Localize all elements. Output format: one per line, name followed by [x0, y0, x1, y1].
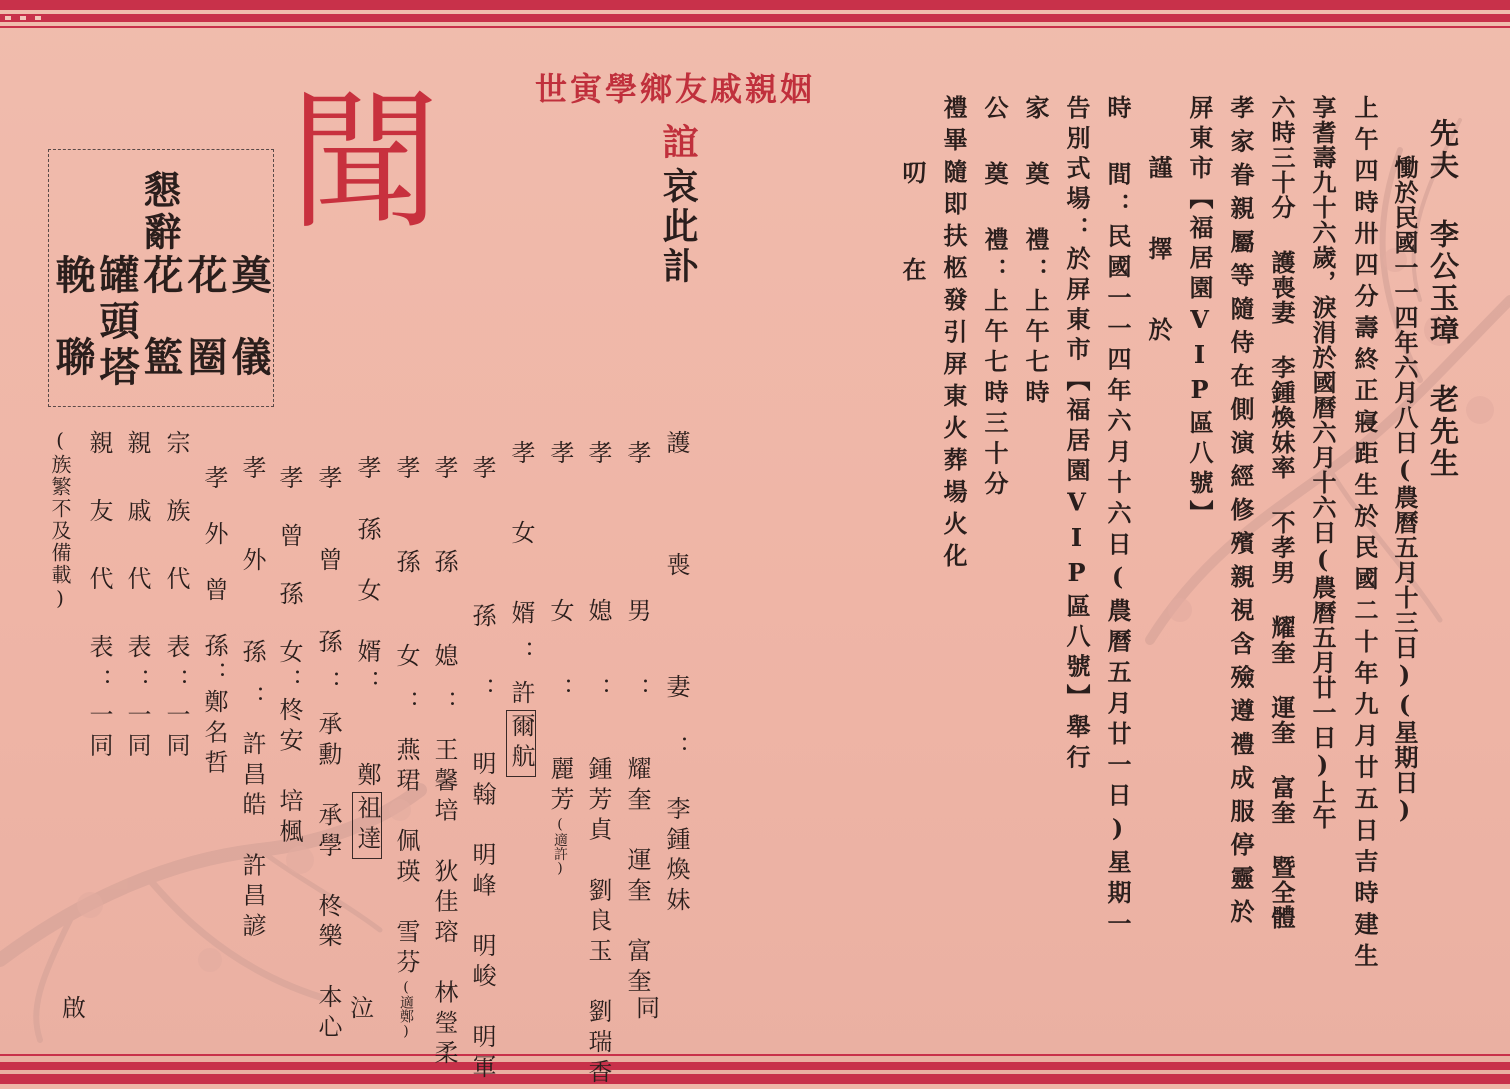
role-label: 孝 外 曾 孫：: [200, 465, 228, 689]
role-label: 孝 男：: [623, 440, 651, 756]
notice-line-10: 告別式場：於屏東市【福居園VIP區八號】舉行: [1062, 95, 1091, 775]
notice-line-3: 上午四時卅四分壽終正寢距生於民國二十年九月廿五日吉時建生: [1350, 95, 1379, 975]
boxed-name: 爾航: [506, 710, 536, 777]
family-xiao-zengsunnv: [277, 465, 301, 849]
names: 一同: [123, 702, 151, 763]
names: 李鍾煥妹: [662, 796, 690, 918]
role-label: 孝 孫 媳：: [430, 455, 458, 737]
bottom-border: [0, 1050, 1510, 1084]
role-label: 孝 曾 孫 女：: [275, 465, 303, 697]
wen-seal-character: 聞: [290, 76, 441, 250]
decline-intro: 懇辭: [137, 170, 182, 254]
top-border: [0, 0, 1510, 34]
footer-qi: 泣: [350, 994, 374, 1022]
names: 王馨培 狄佳瑢 林瑩柔: [430, 737, 458, 1071]
family-zongzu: [164, 430, 188, 763]
names: 麗芳: [546, 756, 574, 817]
family-qinqi: [125, 430, 149, 763]
names: 一同: [162, 702, 190, 763]
family-xiao-waisun: [240, 455, 264, 943]
decline-item-huaquan: 花圈: [181, 254, 228, 418]
names: 承勳 承學 柊樂 本心: [314, 711, 342, 1045]
married-note: (適許): [552, 816, 568, 877]
family-xiao-sunnv: [394, 455, 418, 1039]
notice-line-2: 慟於民國一一四年六月八日(農曆五月十三日)(星期日): [1390, 155, 1419, 825]
role-label: 孝 孫 女：: [392, 455, 420, 737]
family-xiao-sunxi: [432, 455, 456, 1070]
footer-qi2: 啟: [62, 994, 86, 1022]
names: 鍾芳貞 劉良玉 劉瑞香: [584, 756, 612, 1089]
notice-line-5: 六時三十分 護喪妻 李鍾煥妹率 不孝男 耀奎 運奎 富奎 暨全體: [1267, 95, 1296, 930]
notice-line-14: 叨 在: [898, 160, 927, 303]
names: 許昌皓 許昌諺: [238, 731, 266, 944]
role-label: 孝 媳：: [584, 440, 612, 756]
decline-item-hualan: 花籃: [137, 254, 184, 418]
family-xiao-nan: [625, 440, 649, 998]
family-xiao-waizengsun: [202, 465, 226, 780]
decline-item-wanlian: 輓聯: [49, 254, 96, 418]
role-label: 孝 外 孫：: [238, 455, 266, 731]
married-note: (適鄭): [398, 979, 414, 1040]
family-note: (族繁不及備載): [48, 428, 72, 612]
notice-line-12: 公 奠 禮：上午七時三十分: [980, 95, 1009, 502]
notice-line-1: 先夫 李公玉璋 老先生: [1426, 118, 1460, 480]
footer-tong: 同: [636, 994, 660, 1022]
decline-item-dianyi: 奠儀: [225, 254, 272, 418]
role-label: 孝 女 婿：: [507, 440, 535, 680]
role-label: 宗 族 代 表：: [162, 430, 190, 702]
role-label: 護 喪 妻：: [662, 430, 690, 796]
role-label: 孝 曾 孫：: [314, 465, 342, 711]
family-xiao-xi: [586, 440, 610, 1089]
family-xiao-sunnvxu: [355, 455, 379, 700]
role-label: 孝 女：: [546, 440, 574, 756]
family-hsang-qi: [664, 430, 688, 917]
names: 柊安 培楓: [275, 697, 303, 849]
relations-header: 世寅學鄉友戚親姻: [535, 70, 816, 108]
names: 鄭: [353, 762, 381, 793]
family-xiao-sun: [470, 455, 494, 1084]
role-label: 親 友 代 表：: [85, 430, 113, 702]
role-label: 親 戚 代 表：: [123, 430, 151, 702]
notice-line-6: 孝家眷親屬等隨侍在側演經修殯親視含殮遵禮成服停靈於: [1226, 95, 1255, 933]
role-label: 孝 孫 女 婿：: [353, 455, 381, 700]
family-xiao-sunnvxu-name: [355, 762, 379, 859]
notice-line-9: 時 間：民國一一四年六月十六日(農曆五月廿一日)星期一: [1103, 95, 1132, 942]
names: 一同: [85, 702, 113, 763]
names: 燕珺 佩瑛 雪芬: [392, 737, 420, 980]
notice-line-7: 屏東市【福居園VIP區八號】: [1185, 95, 1214, 530]
closing-ai-ci-fu: 哀此訃: [657, 167, 699, 287]
closing-yi: 誼: [657, 123, 699, 159]
role-label: 孝 孫：: [468, 455, 496, 751]
notice-line-13: 禮畢隨即扶柩發引屏東火葬場火化: [939, 95, 968, 575]
decline-item-guantouta: 罐頭塔: [93, 254, 140, 392]
family-qinyou: [87, 430, 111, 763]
family-xiao-nv: [548, 440, 572, 877]
family-xiao-zengsun: [316, 465, 340, 1044]
names: 許: [507, 680, 535, 711]
family-xiao-nvxu: [509, 440, 533, 777]
notice-line-8: 謹 擇 於: [1144, 155, 1173, 355]
names: 耀奎 運奎 富奎: [623, 756, 651, 999]
notice-line-11: 家 奠 禮：上午七時: [1021, 95, 1050, 410]
boxed-name: 祖達: [352, 792, 382, 859]
notice-line-4: 享耆壽九十六歲，淚涓於國曆六月十六日(農曆五月廿一日)上午: [1308, 95, 1337, 830]
names: 鄭名哲: [200, 689, 228, 780]
names: 明翰 明峰 明峻 明軍: [468, 751, 496, 1085]
